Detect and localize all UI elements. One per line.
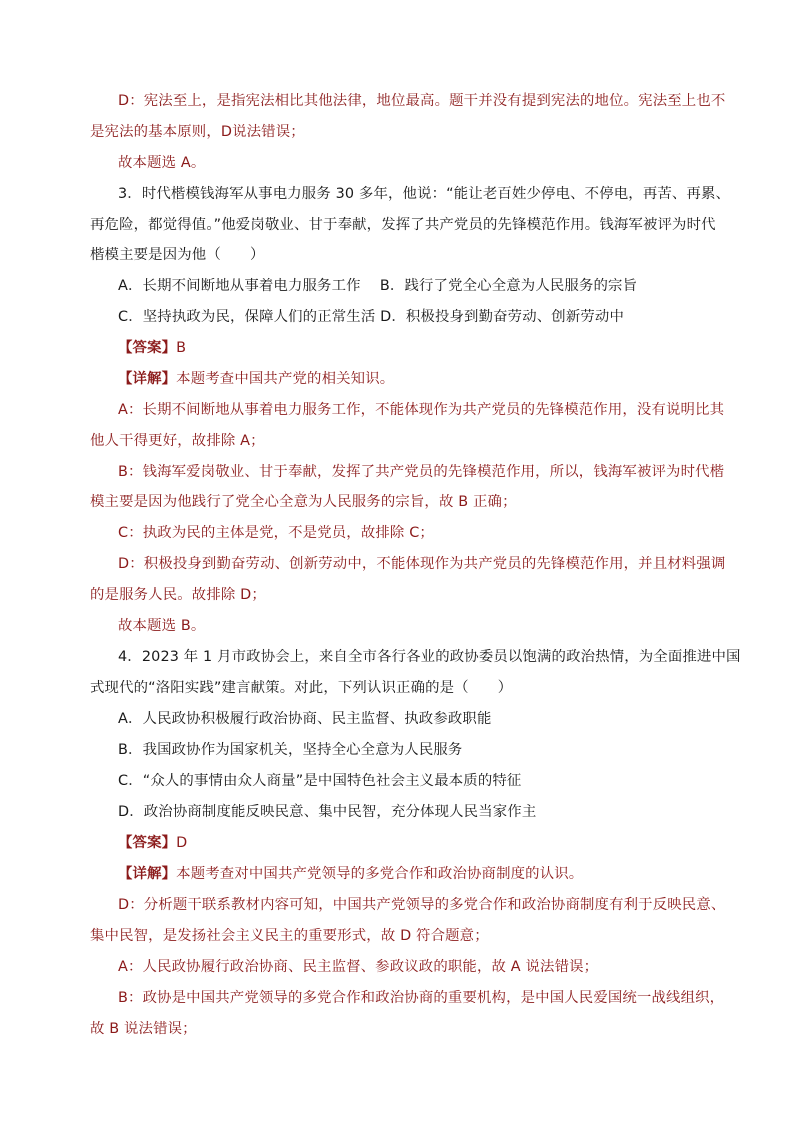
line-text: 再危险，都觉得值。”他爱岗敬业、甘于奉献，发挥了共产党员的先锋模范作用。钱海军被评为时代 [90, 217, 716, 233]
line-text: 模主要是因为他践行了党全心全意为人民服务的宗旨，故 B 正确； [90, 494, 517, 510]
line-text: B．我国政协作为国家机关，坚持全心全意为人民服务 [118, 742, 463, 758]
text-line [118, 277, 637, 295]
text-line [118, 463, 724, 481]
text-line [90, 927, 489, 945]
line-text: D [176, 835, 188, 851]
line-text: C：执政为民的主体是党，不是党员，故排除 C； [118, 525, 434, 541]
text-line [118, 401, 724, 419]
section-tag: 【答案】 [118, 340, 177, 356]
text-line [118, 648, 741, 666]
text-line [118, 370, 394, 388]
line-text: D．政治协商制度能反映民意、集中民智，充分体现人民当家作主 [118, 804, 537, 820]
line-text: D：宪法至上，是指宪法相比其他法律，地位最高。题干并没有提到宪法的地位。宪法至上也不 [118, 93, 726, 109]
line-text: D：分析题干联系教材内容可知，中国共产党领导的多党合作和政治协商制度有利于反映民意、 [118, 897, 726, 913]
text-line [118, 617, 205, 635]
line-text: A．长期不间断地从事着电力服务工作 B．践行了党全心全意为人民服务的宗旨 [118, 278, 638, 294]
text-line [90, 216, 716, 234]
line-text: 故 B 说法错误； [90, 1021, 197, 1037]
line-text: 的是服务人民。故排除 D； [90, 587, 266, 603]
text-line [118, 185, 730, 203]
line-text: 本题考查对中国共产党领导的多党合作和政治协商制度的认识。 [176, 866, 584, 882]
line-text: C．“众人的事情由众人商量”是中国特色社会主义最本质的特征 [118, 773, 522, 789]
line-text: B：钱海军爱岗敬业、甘于奉献，发挥了共产党员的先锋模范作用，所以，钱海军被评为时代楷 [118, 464, 725, 480]
text-line [90, 246, 265, 264]
line-text: A：长期不间断地从事着电力服务工作，不能体现作为共产党员的先锋模范作用，没有说明比其 [118, 402, 725, 418]
text-line [90, 1020, 197, 1038]
text-line [118, 865, 583, 883]
text-line [90, 679, 512, 697]
text-line [90, 586, 266, 604]
line-text: 本题考查中国共产党的相关知识。 [176, 371, 395, 387]
line-text: 4．2023 年 1 月市政协会上，来自全市各行各业的政协委员以饱满的政治热情，为全面推进中国 [118, 649, 741, 665]
line-text: 式现代的“洛阳实践”建言献策。对此，下列认识正确的是（ ） [90, 680, 513, 696]
line-text: 故本题选 B。 [118, 618, 206, 634]
text-line [118, 339, 186, 357]
section-tag: 【详解】 [118, 371, 177, 387]
line-text: A．人民政协积极履行政治协商、民主监督、执政参政职能 [118, 711, 492, 727]
line-text: 故本题选 A。 [118, 155, 206, 171]
text-line [118, 834, 187, 852]
line-text: 他人干得更好，故排除 A； [90, 433, 265, 449]
line-text: B：政协是中国共产党领导的多党合作和政治协商的重要机构，是中国人民爱国统一战线组织， [118, 990, 725, 1006]
line-text: A：人民政协履行政治协商、民主监督、参政议政的职能，故 A 说法错误； [118, 959, 599, 975]
line-text: 楷模主要是因为他（ ） [90, 247, 265, 263]
text-line [118, 772, 521, 790]
text-line [118, 741, 462, 759]
text-line [118, 989, 724, 1007]
text-line [118, 154, 205, 172]
text-line [118, 710, 492, 728]
text-line [118, 803, 536, 821]
text-line [118, 92, 725, 110]
text-line [90, 493, 517, 511]
line-text: B [176, 340, 187, 356]
section-tag: 【详解】 [118, 866, 177, 882]
line-text: 集中民智，是发扬社会主义民主的重要形式，故 D 符合题意； [90, 928, 489, 944]
text-line [118, 308, 624, 326]
line-text: 是宪法的基本原则，D说法错误； [90, 124, 305, 140]
line-text: D：积极投身到勤奋劳动、创新劳动中，不能体现作为共产党员的先锋模范作用，并且材料强调 [118, 556, 726, 572]
line-text: 3．时代楷模钱海军从事电力服务 30 多年，他说：“能让老百姓少停电、不停电，再苦、再累、 [118, 186, 731, 202]
text-line [90, 123, 305, 141]
text-line [118, 524, 434, 542]
text-line [90, 432, 265, 450]
text-line [118, 958, 598, 976]
text-line [118, 896, 725, 914]
section-tag: 【答案】 [118, 835, 177, 851]
line-text: C．坚持执政为民，保障人们的正常生活 D．积极投身到勤奋劳动、创新劳动中 [118, 309, 624, 325]
text-line [118, 555, 725, 573]
